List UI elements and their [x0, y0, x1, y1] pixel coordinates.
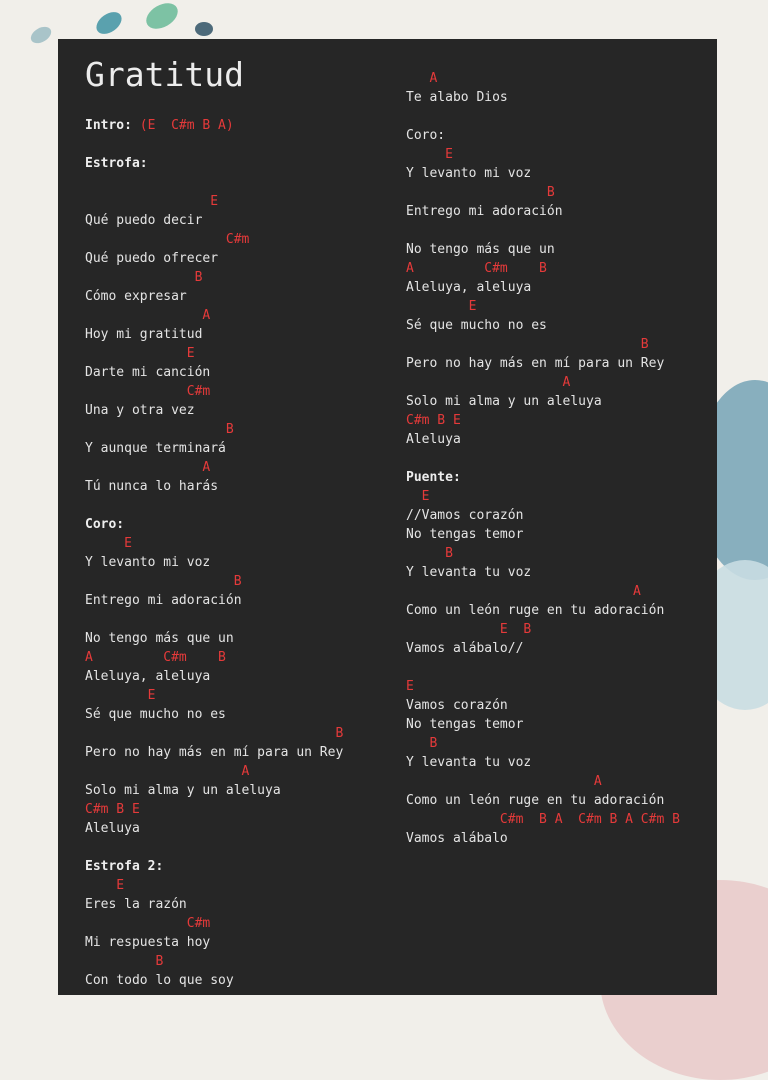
lyric-line: Y levanto mi voz [85, 555, 211, 570]
lyric-line: Y levanta tu voz [406, 565, 532, 580]
lyric-line: Y levanto mi voz [406, 166, 532, 181]
lyric-line: Y aunque terminará [85, 441, 226, 456]
lyric-line: Una y otra vez [85, 403, 195, 418]
chord-line: E [406, 489, 430, 504]
lyric-line: Y levanta tu voz [406, 755, 532, 770]
decorative-blob [28, 23, 54, 46]
line-gap [85, 610, 385, 629]
lyric-line: Te alabo Dios [406, 90, 508, 105]
chord-line: A [85, 308, 211, 323]
lyric-line: Qué puedo decir [85, 213, 203, 228]
lyric-line: Qué puedo ofrecer [85, 251, 219, 266]
lyrics-column-left [85, 116, 385, 990]
intro-line [85, 116, 385, 135]
lyric-line: Vamos alábalo [406, 831, 508, 846]
section-label: Puente: [406, 470, 461, 485]
lyrics-column-right [406, 69, 706, 848]
lyric-line: Pero no hay más en mí para un Rey [85, 745, 344, 760]
lyric-line: Entrego mi adoración [406, 204, 563, 219]
lyric-line: No tengo más que un [85, 631, 234, 646]
line-gap [406, 658, 706, 677]
chord-line: E [85, 688, 156, 703]
chord-line: E [406, 679, 414, 694]
chord-line: E [85, 194, 219, 209]
decorative-blob [195, 22, 213, 36]
chord-line: C#m [85, 232, 250, 247]
chord-line: C#m B A C#m B A C#m B [406, 812, 680, 827]
line-gap [85, 173, 385, 192]
lyric-line: Solo mi alma y un aleluya [406, 394, 602, 409]
lyric-line: Tú nunca lo harás [85, 479, 219, 494]
lyric-line: Hoy mi gratitud [85, 327, 203, 342]
chord-line: E [85, 536, 132, 551]
section-label: Estrofa 2: [85, 859, 164, 874]
lyric-line: No tengas temor [406, 717, 524, 732]
chord-line: E [406, 299, 477, 314]
chord-line: E [85, 878, 125, 893]
chord-line: A [406, 584, 641, 599]
lyric-line: Pero no hay más en mí para un Rey [406, 356, 665, 371]
chord-line: A [85, 460, 211, 475]
chord-line: E [406, 147, 453, 162]
lyric-line: Aleluya, aleluya [85, 669, 211, 684]
lyric-line: Cómo expresar [85, 289, 187, 304]
lyric-line: No tengas temor [406, 527, 524, 542]
lyric-line: Eres la razón [85, 897, 187, 912]
chord-sequence: (E C#m B A) [131, 118, 234, 133]
line-gap [406, 449, 706, 468]
chord-line: C#m B E [85, 802, 140, 817]
lyric-line: Con todo lo que soy [85, 973, 234, 988]
lyric-line: Aleluya, aleluya [406, 280, 532, 295]
section-label: Coro: [85, 517, 125, 532]
line-gap [406, 221, 706, 240]
lyric-line: Sé que mucho no es [406, 318, 547, 333]
section-label: Intro: [85, 118, 132, 133]
chord-line: C#m [85, 384, 211, 399]
chord-line: A [406, 71, 438, 86]
lyric-line: Entrego mi adoración [85, 593, 242, 608]
lyric-line: Aleluya [85, 821, 140, 836]
lyric-line: Como un león ruge en tu adoración [406, 793, 665, 808]
section-label: Estrofa: [85, 156, 148, 171]
decorative-blob [92, 8, 125, 39]
chord-line: B [85, 574, 242, 589]
lyric-line: Solo mi alma y un aleluya [85, 783, 281, 798]
chord-line: A [406, 375, 571, 390]
line-gap [85, 496, 385, 515]
lyric-line: Sé que mucho no es [85, 707, 226, 722]
chord-line: B [406, 736, 438, 751]
line-gap [406, 107, 706, 126]
chord-line: E [85, 346, 195, 361]
line-gap [85, 838, 385, 857]
chord-line: C#m [85, 916, 211, 931]
lyric-line: No tengo más que un [406, 242, 555, 257]
lyric-line: //Vamos corazón [406, 508, 524, 523]
chord-line: B [85, 422, 234, 437]
lyric-line: Vamos corazón [406, 698, 508, 713]
song-title: Gratitud [85, 55, 244, 94]
chord-line: B [406, 337, 649, 352]
chord-line: B [406, 185, 555, 200]
line-gap [85, 135, 385, 154]
chord-line: E B [406, 622, 532, 637]
chord-line: B [85, 726, 344, 741]
chord-line: A [406, 774, 602, 789]
chord-line: B [85, 270, 203, 285]
lyric-line: Aleluya [406, 432, 461, 447]
lyric-line: Coro: [406, 128, 446, 143]
chord-line: A [85, 764, 250, 779]
lyric-line: Mi respuesta hoy [85, 935, 211, 950]
lyric-line: Darte mi canción [85, 365, 211, 380]
chord-line: A C#m B [406, 261, 547, 276]
chord-line: A C#m B [85, 650, 226, 665]
lyric-line: Vamos alábalo// [406, 641, 524, 656]
lyric-line: Como un león ruge en tu adoración [406, 603, 665, 618]
chord-line: B [85, 954, 164, 969]
lyrics-sheet [58, 39, 717, 995]
decorative-blob [142, 0, 182, 34]
chord-line: C#m B E [406, 413, 461, 428]
chord-line: B [406, 546, 453, 561]
